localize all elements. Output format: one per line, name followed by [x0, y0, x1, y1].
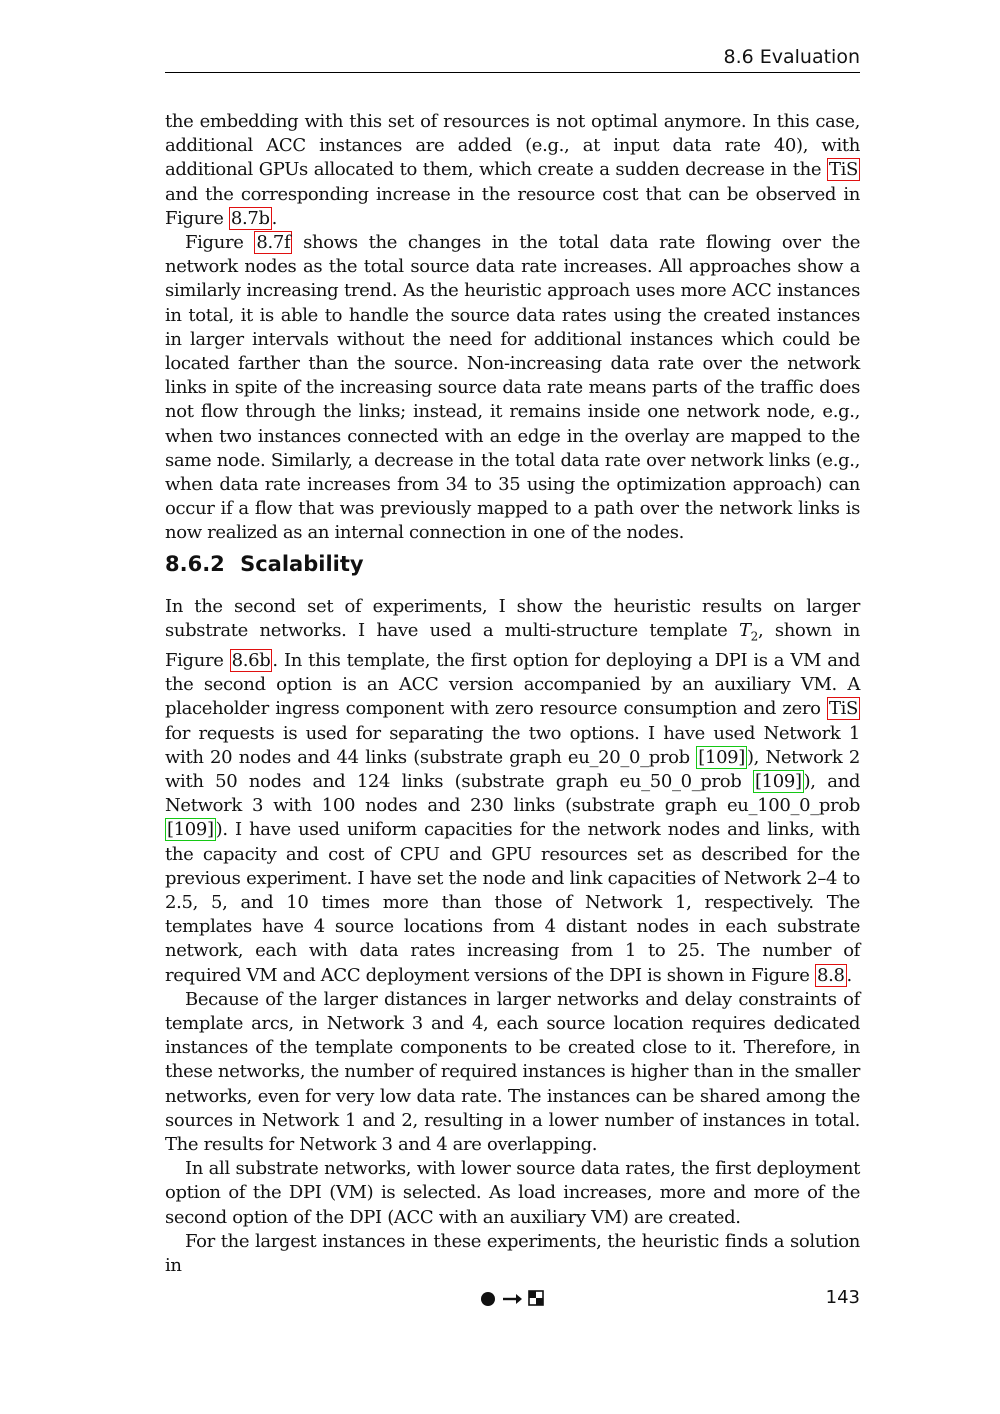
- section-title: Scalability: [240, 552, 364, 576]
- text-run: Figure: [185, 232, 255, 254]
- text-run: .: [846, 964, 852, 986]
- cross-reference-link[interactable]: 8.7b: [230, 207, 270, 229]
- text-run: For the largest instances in these experiments, the heuristic finds a solution in: [165, 1230, 860, 1277]
- paragraph: [165, 988, 860, 1157]
- right-arrow-icon: [503, 1294, 522, 1304]
- text-run: In all substrate networks, with lower source data rates, the first deployment option of the DPI (VM) is selected. As load increases, more and more of the second option of the DPI (ACC with an auxiliary VM) are created.: [165, 1158, 860, 1228]
- text-run: Because of the larger distances in larger networks and delay constraints of template arcs, in Network 3 and 4, each source location requires dedicated instances of the template components to be created close to it. Therefore, in these networks, the number of required instances is higher than in the smaller networks, even for very low data rate. The instances can be shared among the sources in Network 1 and 2, resulting in a lower number of instances in total. The results for Network 3 and 4 are overlapping.: [165, 988, 860, 1156]
- cross-reference-link[interactable]: 8.8: [816, 964, 845, 986]
- paragraph: [165, 1157, 860, 1230]
- body-text-top: [165, 110, 860, 546]
- section-heading: [165, 552, 364, 576]
- citation-link[interactable]: [109]: [698, 746, 745, 768]
- cross-reference-link[interactable]: 8.6b: [231, 650, 271, 671]
- checkered-square-icon: [529, 1291, 543, 1305]
- text-run: and the corresponding increase in the resource cost that can be observed in Figure: [165, 183, 860, 229]
- cross-reference-link[interactable]: TiS: [828, 698, 858, 720]
- text-run: .: [271, 207, 278, 229]
- paragraph: [165, 231, 860, 546]
- filled-circle-icon: [481, 1292, 495, 1306]
- citation-link[interactable]: [109]: [167, 819, 214, 841]
- text-run: ), and Network 3 with 100 nodes and 230 links (substrate graph eu_100_0_prob: [165, 771, 860, 817]
- paragraph: [165, 595, 860, 988]
- text-run: for requests is used for separating the two options. I have used Network 1 with 20 nodes and 44 links (substrate graph eu_20_0_prob: [165, 722, 860, 768]
- cross-reference-link[interactable]: 8.7f: [256, 232, 291, 254]
- text-run: shows the changes in the total data rate flowing over the network nodes as the total source data rate increases. All approaches show a similarly increasing trend. As the heuristic approach uses more ACC instances in total, it is able to handle the source data rates using the created instances in larger intervals without the need for additional instances which could be located farther than the source. Non-increasing data rate over the network links in spite of the increasing source data rate means parts of the traffic does not flow through the links; instead, it remains inside one network node, e.g., when two instances connected with an edge in the overlay are mapped to the same node. Similarly, a decrease in the total data rate over network links (e.g., when data rate increases from 34 to 35 using the optimization approach) can occur if a flow that was previously mapped to a path over the network links is now realized as an internal connection in one of the nodes.: [165, 232, 861, 544]
- citation-link[interactable]: [109]: [754, 771, 802, 793]
- text-run: ). I have used uniform capacities for the network nodes and links, with the capacity and cost of CPU and GPU resources set as described for the previous experiment. I have set the node and link capacities of Network 2–4 to 2.5, 5, and 10 times more than those of Network 1, respectively. The templates have 4 source locations from 4 distant nodes in each substrate network, each with data rates increasing from 1 to 25. The number of required VM and ACC deployment versions of the DPI is shown in Figure: [165, 819, 860, 986]
- paragraph: [165, 110, 860, 231]
- text-run: the embedding with this set of resources is not optimal anymore. In this case, additional ACC instances are added (e.g., at input data rate 40), with additional GPUs allocated to them, which create a sudden decrease in the: [165, 111, 860, 181]
- cross-reference-link[interactable]: TiS: [828, 159, 858, 181]
- section-number: 8.6.2: [165, 552, 225, 576]
- body-text-bottom: [165, 595, 860, 1278]
- math-variable: T: [739, 620, 751, 642]
- running-title: 8.6 Evaluation: [723, 46, 860, 68]
- text-run: In the second set of experiments, I show the heuristic results on larger substrate networks. I have used a multi-structure template: [165, 596, 860, 642]
- page-number: 143: [825, 1287, 860, 1308]
- footer-icons: [481, 1290, 545, 1308]
- text-run: . In this template, the first option for deploying a DPI is a VM and the second option is an ACC version accompanied by an auxiliary VM. A placeholder ingress component with zero resource consumption and zero: [165, 650, 860, 720]
- running-header: [165, 44, 860, 73]
- subscript: 2: [750, 629, 758, 644]
- paragraph: [165, 1230, 860, 1278]
- text-run: , shown in Figure: [165, 620, 861, 671]
- text-run: ), Network 2 with 50 nodes and 124 links (substrate graph eu_50_0_prob: [165, 746, 860, 793]
